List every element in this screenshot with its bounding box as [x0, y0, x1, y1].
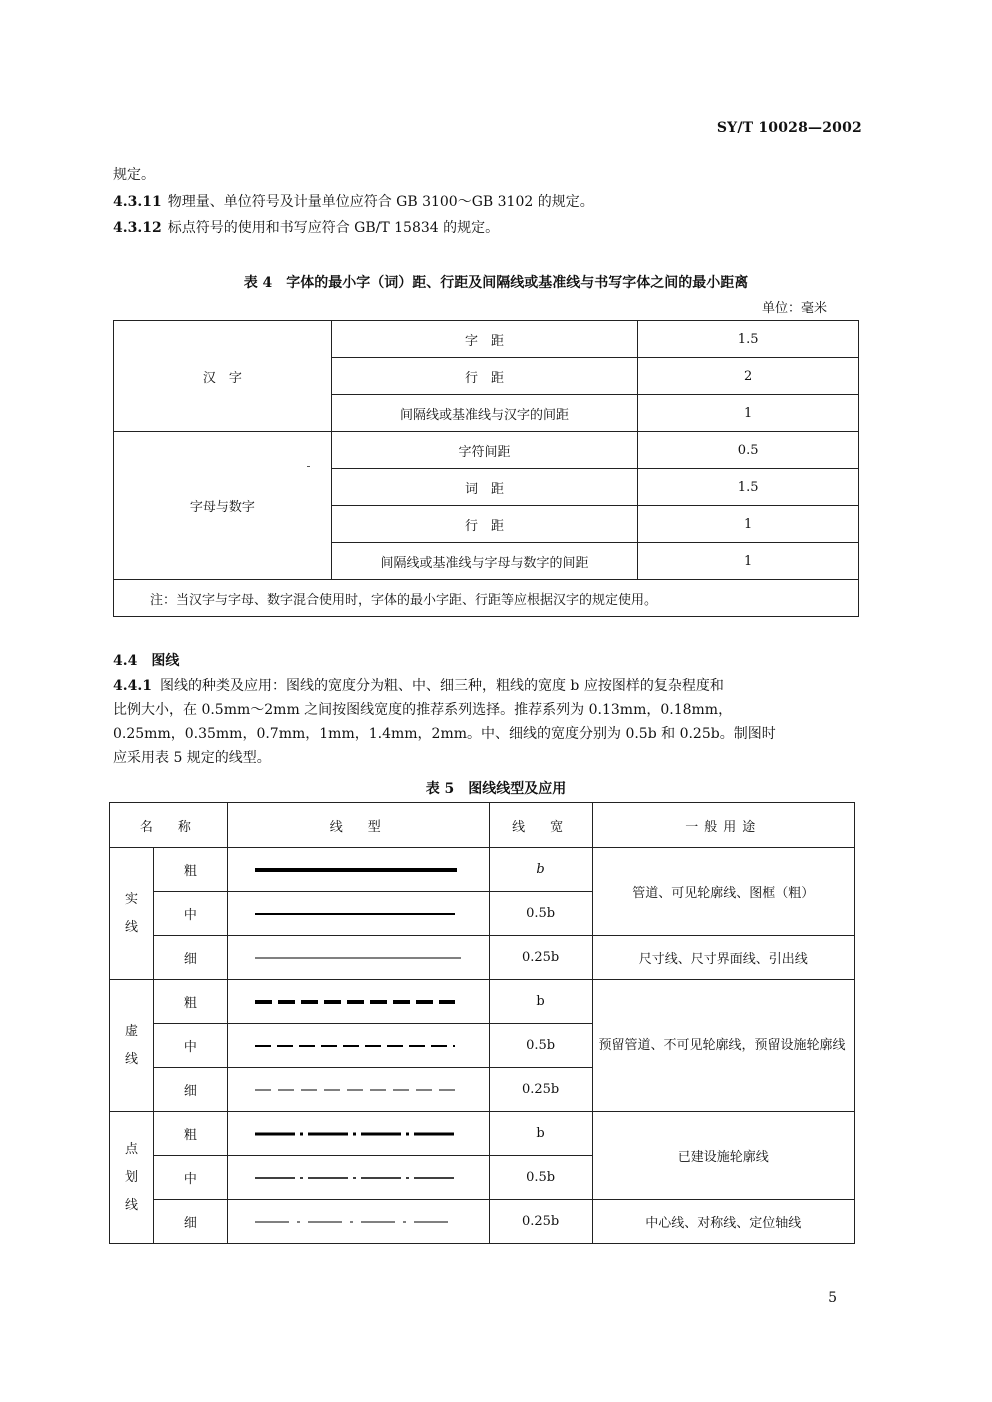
- table-cell-value: 1: [638, 543, 859, 580]
- weight-cell: 中: [153, 892, 227, 936]
- header-type: 线 型: [227, 803, 489, 848]
- standard-code: SY/T 10028—2002: [716, 120, 862, 136]
- group-label-letters: 字母与数字: [114, 432, 332, 580]
- usage-cell: 尺寸线、尺寸界面线、引出线: [592, 936, 854, 980]
- line-sample-dashed-thick: [227, 980, 489, 1024]
- weight-cell: 中: [153, 1156, 227, 1200]
- width-cell: 0.25b: [489, 936, 592, 980]
- width-cell: b: [489, 848, 592, 892]
- clause-4-3-12: [113, 219, 499, 237]
- clause-4-3-11: [113, 193, 594, 211]
- weight-cell: 细: [153, 1068, 227, 1112]
- weight-cell: 细: [153, 936, 227, 980]
- width-cell: 0.5b: [489, 892, 592, 936]
- weight-cell: 粗: [153, 980, 227, 1024]
- paragraph-text: 图线的种类及应用：图线的宽度分为粗、中、细三种，粗线的宽度 b 应按图样的复杂程度和: [159, 678, 724, 694]
- table-cell-value: 1.5: [638, 321, 859, 358]
- table4: [113, 320, 859, 617]
- group-name-dashdot: [110, 1112, 154, 1244]
- continuation-text: 规定。: [113, 167, 155, 183]
- usage-cell: 管道、可见轮廓线、图框（粗）: [592, 848, 854, 936]
- group-name-dashed: [110, 980, 154, 1112]
- clause-number: 4.4.1: [113, 678, 152, 694]
- line-sample-solid-thick: [227, 848, 489, 892]
- table-cell-item: 间隔线或基准线与汉字的间距: [331, 395, 638, 432]
- section-title: 4.4 图线: [113, 653, 180, 669]
- line-sample-dashed-medium: [227, 1024, 489, 1068]
- weight-cell: 粗: [153, 848, 227, 892]
- group-name-solid: [110, 848, 154, 980]
- table-cell-item: 行 距: [331, 506, 638, 543]
- table-cell-value: 1: [638, 506, 859, 543]
- group-name-text: 点划线: [124, 1141, 138, 1213]
- group-name-text: 虚线: [124, 1023, 138, 1067]
- line-sample-dashdot-thin: [227, 1200, 489, 1244]
- table-cell-value: 1.5: [638, 469, 859, 506]
- stray-mark: [307, 466, 310, 467]
- width-cell: 0.25b: [489, 1068, 592, 1112]
- header-width: 线 宽: [489, 803, 592, 848]
- table-cell-item: 行 距: [331, 358, 638, 395]
- width-cell: 0.25b: [489, 1200, 592, 1244]
- weight-cell: 粗: [153, 1112, 227, 1156]
- table-cell-item: 间隔线或基准线与字母与数字的间距: [331, 543, 638, 580]
- paragraph-line: 比例大小，在 0.5mm～2mm 之间按图线宽度的推荐系列选择。推荐系列为 0.13mm，0.18mm，: [113, 702, 733, 718]
- width-cell: b: [489, 1112, 592, 1156]
- group-label-hanzi: 汉 字: [114, 321, 332, 432]
- clause-text: 标点符号的使用和书写应符合 GB/T 15834 的规定。: [167, 220, 500, 236]
- table-cell-value: 1: [638, 395, 859, 432]
- width-cell: b: [489, 980, 592, 1024]
- paragraph-line: 应采用表 5 规定的线型。: [113, 750, 271, 766]
- clause-text: 物理量、单位符号及计量单位应符合 GB 3100～GB 3102 的规定。: [167, 194, 594, 210]
- table-cell-item: 词 距: [331, 469, 638, 506]
- width-cell: 0.5b: [489, 1024, 592, 1068]
- paragraph-line: [113, 674, 859, 698]
- usage-cell: 已建设施轮廓线: [592, 1112, 854, 1200]
- table5-caption: 表 5 图线线型及应用: [425, 781, 567, 797]
- table-cell-value: 2: [638, 358, 859, 395]
- header-name: 名 称: [110, 803, 228, 848]
- table4-caption: 表 4 字体的最小字（词）距、行距及间隔线或基准线与书写字体之间的最小距离: [243, 275, 749, 291]
- width-cell: 0.5b: [489, 1156, 592, 1200]
- clause-number: 4.3.11: [113, 194, 162, 210]
- group-name-text: 实线: [124, 891, 138, 935]
- paragraph-line: 0.25mm，0.35mm，0.7mm，1mm，1.4mm，2mm。中、细线的宽度分别为 0.5b 和 0.25b。制图时: [113, 726, 776, 742]
- line-sample-dashdot-medium: [227, 1156, 489, 1200]
- table-cell-item: 字 距: [331, 321, 638, 358]
- clause-number: 4.3.12: [113, 220, 162, 236]
- header-usage: 一般用途: [592, 803, 854, 848]
- paragraph-4-4-1: [113, 674, 859, 770]
- line-sample-solid-thin: [227, 936, 489, 980]
- table-cell-item: 字符间距: [331, 432, 638, 469]
- table4-unit: 单位：毫米: [761, 301, 827, 316]
- usage-cell: 中心线、对称线、定位轴线: [592, 1200, 854, 1244]
- line-sample-solid-medium: [227, 892, 489, 936]
- weight-cell: 细: [153, 1200, 227, 1244]
- line-sample-dashdot-thick: [227, 1112, 489, 1156]
- table4-note: 注：当汉字与字母、数字混合使用时，字体的最小字距、行距等应根据汉字的规定使用。: [114, 580, 859, 617]
- usage-cell: 预留管道、不可见轮廓线，预留设施轮廓线: [592, 980, 854, 1112]
- table5: [109, 802, 855, 1244]
- weight-cell: 中: [153, 1024, 227, 1068]
- table-cell-value: 0.5: [638, 432, 859, 469]
- page-number: 5: [828, 1290, 837, 1306]
- line-sample-dashed-thin: [227, 1068, 489, 1112]
